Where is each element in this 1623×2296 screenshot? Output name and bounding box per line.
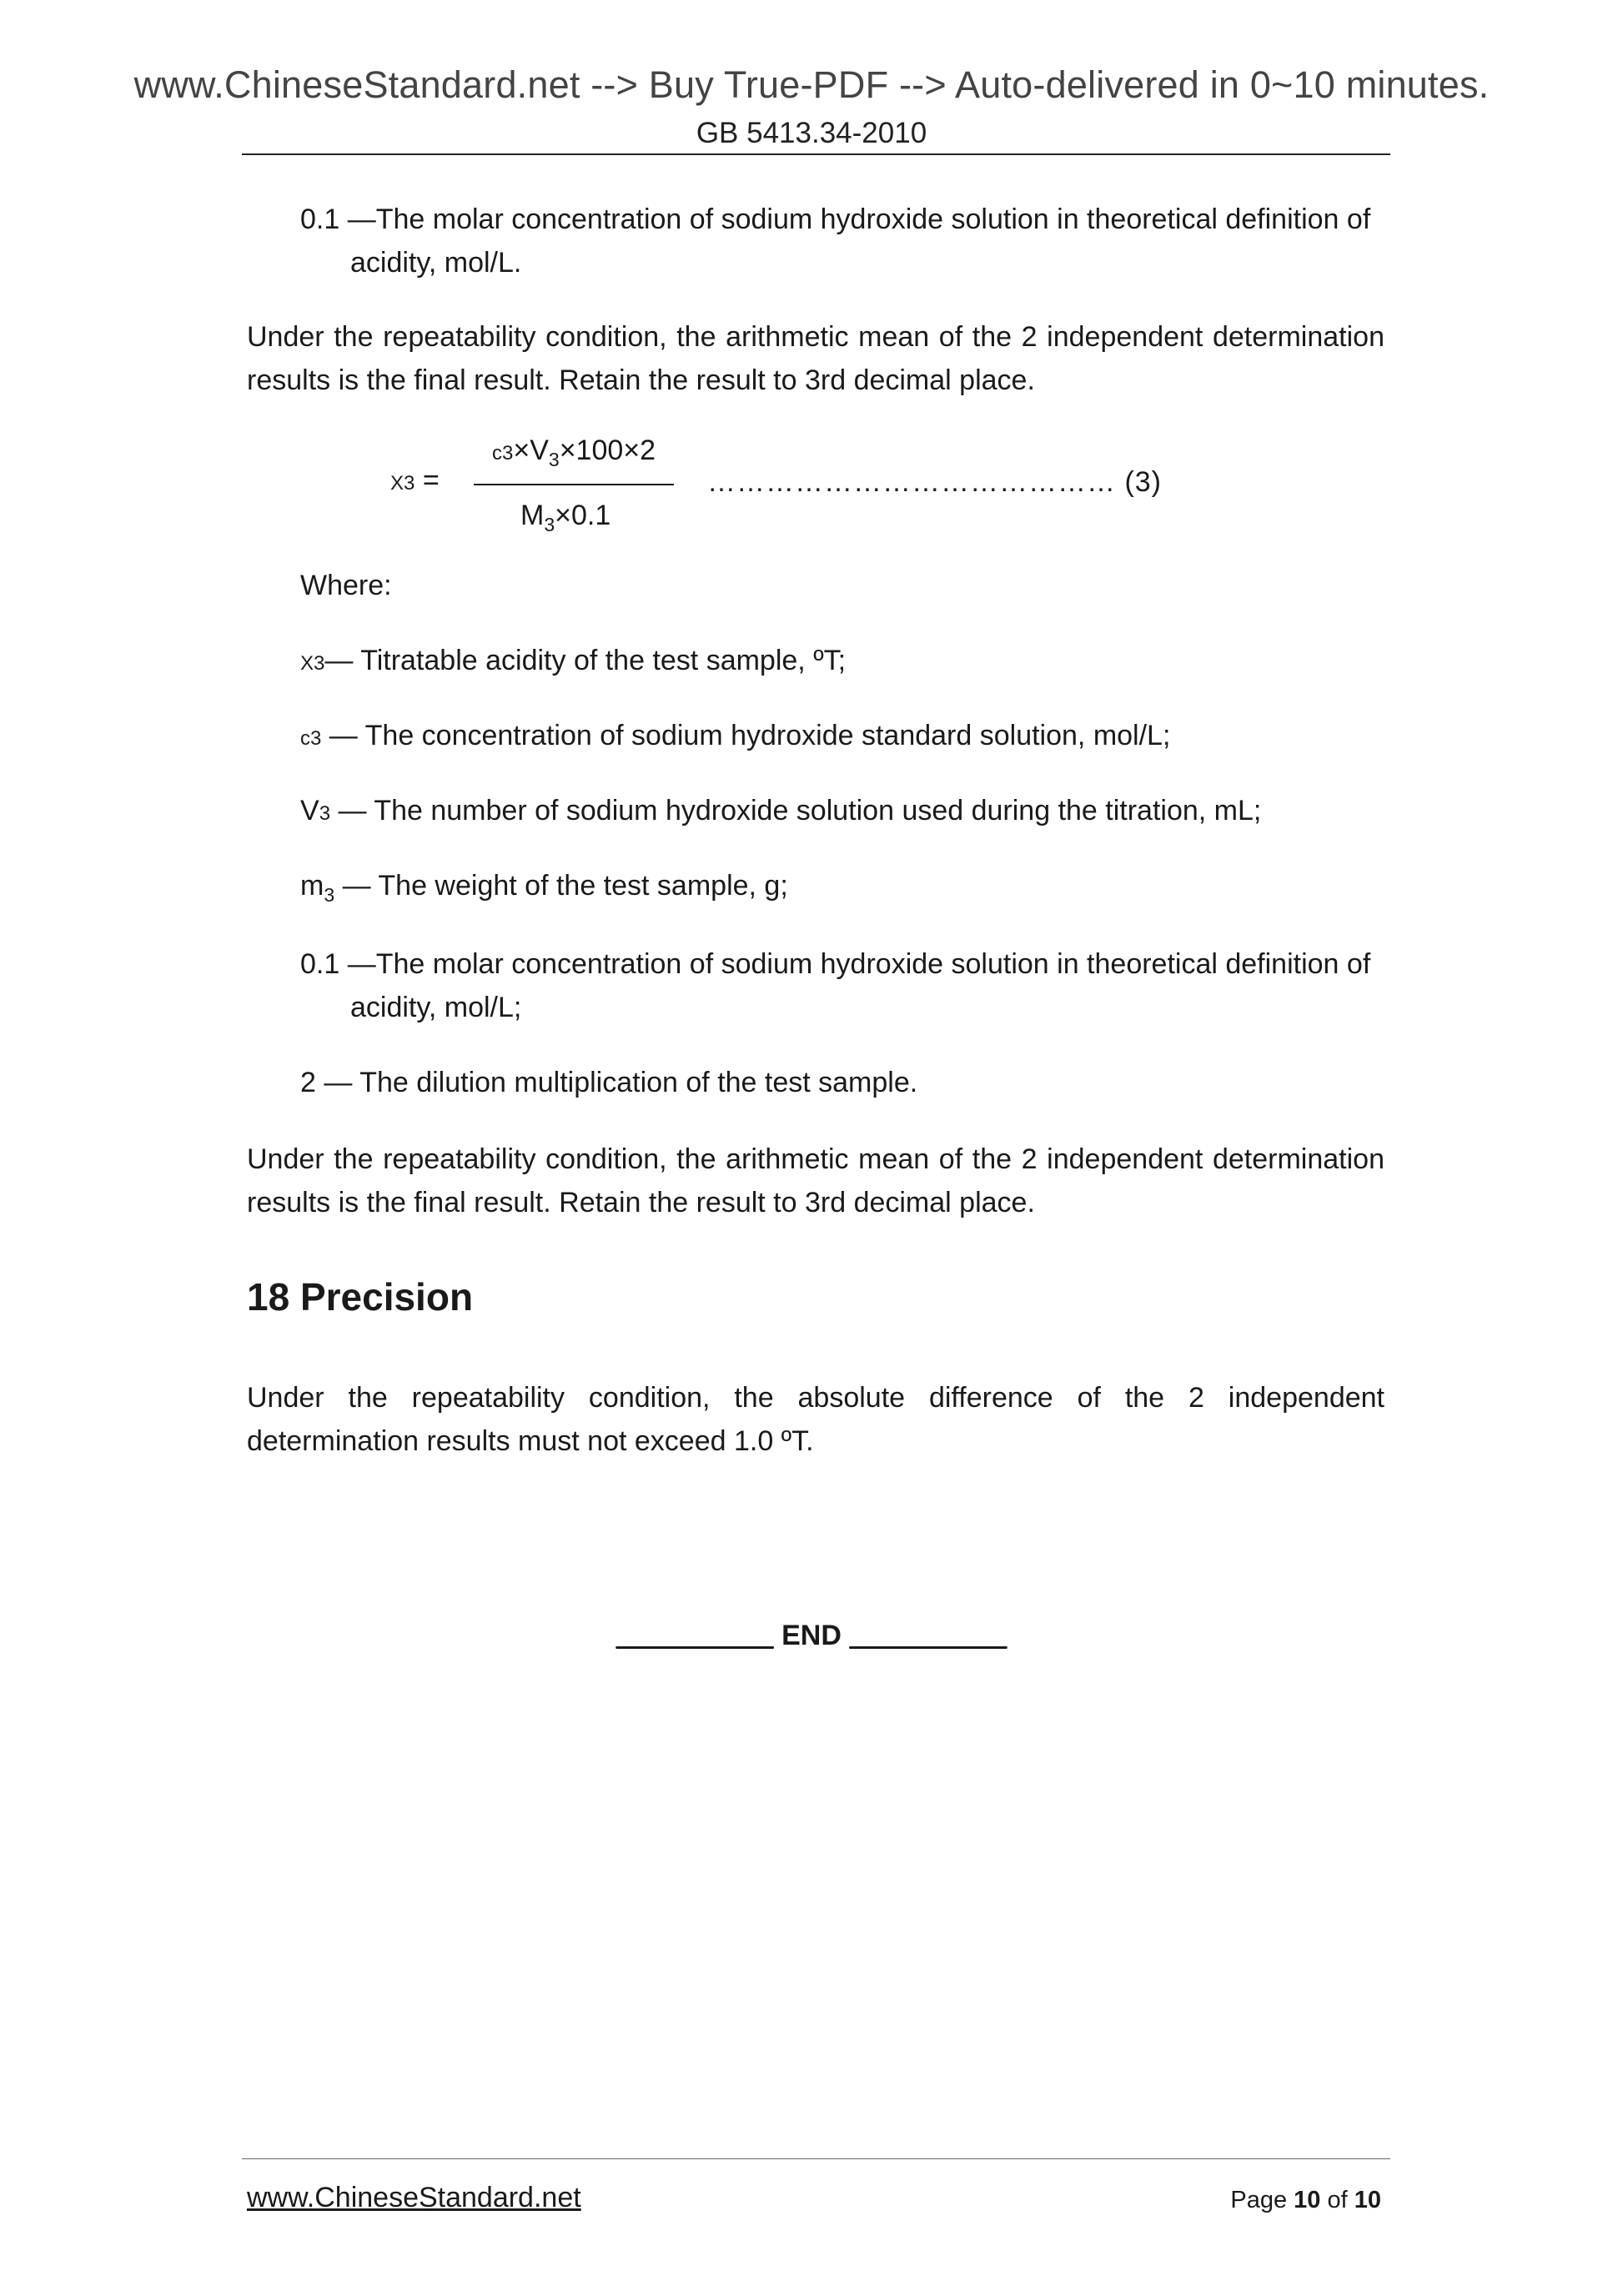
precision-paragraph: Under the repeatability condition, the absolute difference of the 2 independent determination results must not exceed 1.0 ºT.	[247, 1382, 1384, 1457]
formula-denominator: $M_3\times 0.1$	[520, 500, 611, 535]
header-divider	[242, 153, 1390, 155]
formula-numerator: $c3\times V_3\times 100\times 2$	[492, 435, 656, 470]
formula-3	[0, 417, 1623, 550]
definition-v3: V3 — The number of sodium hydroxide solution used during the titration, mL;	[300, 795, 1262, 826]
formula-number: …………………………………… (3)	[707, 466, 1162, 498]
section-heading-precision: 18 Precision	[247, 1275, 474, 1319]
header-banner: www.ChineseStandard.net --> Buy True-PDF --> Auto-delivered in 0~10 minutes.	[133, 63, 1490, 106]
definition-m3: $m_3$ — The weight of the test sample, g;	[300, 870, 788, 906]
standard-code: GB 5413.34-2010	[696, 117, 927, 149]
definition-0-1-intro: 0.1 —The molar concentration of sodium hydroxide solution in theoretical definition of acidity, mol/L.	[300, 203, 1371, 279]
repeatability-paragraph-2: Under the repeatability condition, the arithmetic mean of the 2 independent determination results is the final result. Retain the result to 3rd decimal place.	[247, 1143, 1384, 1218]
definition-2: 2 — The dilution multiplication of the test sample.	[300, 1067, 918, 1098]
repeatability-paragraph-1: Under the repeatability condition, the arithmetic mean of the 2 independent determination results is the final result. Retain the result to 3rd decimal place.	[247, 321, 1384, 396]
definition-0-1: 0.1 —The molar concentration of sodium hydroxide solution in theoretical definition of acidity, mol/L;	[300, 948, 1371, 1023]
page-indicator: Page 10 of 10	[1230, 2187, 1381, 2213]
footer-divider	[242, 2158, 1390, 2159]
definition-x3: X3— Titratable acidity of the test sample, ºT;	[300, 645, 847, 676]
definition-c3: c3 — The concentration of sodium hydroxide standard solution, mol/L;	[300, 720, 1171, 751]
fraction-bar	[474, 484, 674, 485]
footer-website-link[interactable]: www.ChineseStandard.net	[247, 2182, 581, 2213]
where-label: Where:	[300, 570, 392, 601]
formula-lhs: X3 =	[390, 465, 440, 496]
end-marker: __________ END __________	[616, 1620, 1007, 1651]
